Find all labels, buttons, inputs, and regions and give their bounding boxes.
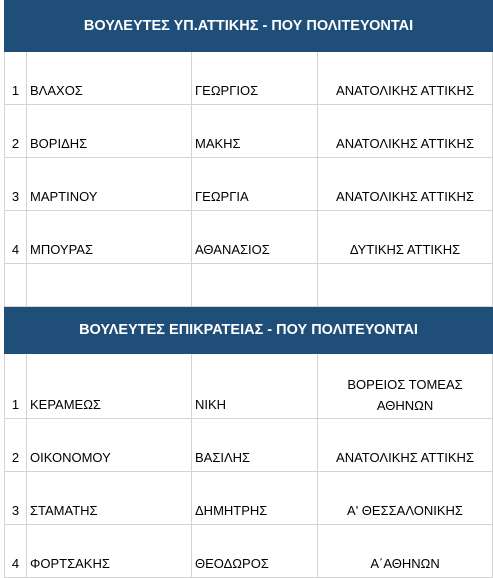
row-number[interactable]: 4 (5, 211, 27, 264)
district-cell[interactable]: ΑΝΑΤΟΛΙΚΗΣ ΑΤΤΙΚΗΣ (318, 52, 493, 105)
firstname-cell[interactable]: ΓΕΩΡΓΙΑ (192, 158, 318, 211)
row-number[interactable]: 1 (5, 354, 27, 419)
table-row (5, 105, 493, 158)
firstname-cell[interactable]: ΓΕΩΡΓΙΟΣ (192, 52, 318, 105)
section-header (5, 307, 493, 354)
surname-cell[interactable]: ΒΛΑΧΟΣ (27, 52, 192, 105)
row-number[interactable]: 3 (5, 158, 27, 211)
surname-cell[interactable]: ΦΟΡΤΣΑΚΗΣ (27, 525, 192, 578)
section-title[interactable]: ΒΟΥΛΕΥΤΕΣ ΥΠ.ΑΤΤΙΚΗΣ - ΠΟΥ ΠΟΛΙΤΕΥΟΝΤΑΙ (5, 1, 493, 52)
district-cell[interactable]: ΑΝΑΤΟΛΙΚΗΣ ΑΤΤΙΚΗΣ (318, 105, 493, 158)
district-cell[interactable]: ΑΝΑΤΟΛΙΚΗΣ ΑΤΤΙΚΗΣ (318, 419, 493, 472)
firstname-cell[interactable]: ΑΘΑΝΑΣΙΟΣ (192, 211, 318, 264)
table-row (5, 158, 493, 211)
surname-cell[interactable]: ΣΤΑΜΑΤΗΣ (27, 472, 192, 525)
district-cell[interactable]: Α΄ΑΘΗΝΩΝ (318, 525, 493, 578)
firstname-cell[interactable]: ΔΗΜΗΤΡΗΣ (192, 472, 318, 525)
section-title[interactable]: ΒΟΥΛΕΥΤΕΣ ΕΠΙΚΡΑΤΕΙΑΣ - ΠΟΥ ΠΟΛΙΤΕΥΟΝΤΑΙ (5, 307, 493, 354)
table-row (5, 525, 493, 578)
surname-cell[interactable]: ΜΠΟΥΡΑΣ (27, 211, 192, 264)
empty-cell[interactable] (318, 264, 493, 307)
district-cell[interactable]: ΒΟΡΕΙΟΣ ΤΟΜΕΑΣ ΑΘΗΝΩΝ (318, 354, 493, 419)
surname-cell[interactable]: ΚΕΡΑΜΕΩΣ (27, 354, 192, 419)
firstname-cell[interactable]: ΜΑΚΗΣ (192, 105, 318, 158)
empty-cell[interactable] (27, 264, 192, 307)
section-header (5, 1, 493, 52)
row-number[interactable]: 3 (5, 472, 27, 525)
surname-cell[interactable]: ΒΟΡΙΔΗΣ (27, 105, 192, 158)
row-number[interactable]: 4 (5, 525, 27, 578)
table-row (5, 354, 493, 419)
district-cell[interactable]: ΔΥΤΙΚΗΣ ΑΤΤΙΚΗΣ (318, 211, 493, 264)
empty-cell[interactable] (192, 264, 318, 307)
row-number[interactable]: 1 (5, 52, 27, 105)
table-row (5, 419, 493, 472)
surname-cell[interactable]: ΟΙΚΟΝΟΜΟΥ (27, 419, 192, 472)
table-row (5, 211, 493, 264)
district-cell[interactable]: Α' ΘΕΣΣΑΛΟΝΙΚΗΣ (318, 472, 493, 525)
row-number[interactable]: 2 (5, 105, 27, 158)
district-cell[interactable]: ΑΝΑΤΟΛΙΚΗΣ ΑΤΤΙΚΗΣ (318, 158, 493, 211)
firstname-cell[interactable]: ΒΑΣΙΛΗΣ (192, 419, 318, 472)
table-row (5, 52, 493, 105)
table-row (5, 472, 493, 525)
row-number[interactable]: 2 (5, 419, 27, 472)
firstname-cell[interactable]: ΘΕΟΔΩΡΟΣ (192, 525, 318, 578)
surname-cell[interactable]: ΜΑΡΤΙΝΟΥ (27, 158, 192, 211)
mps-table (4, 0, 493, 578)
empty-cell[interactable] (5, 264, 27, 307)
empty-row (5, 264, 493, 307)
firstname-cell[interactable]: ΝΙΚΗ (192, 354, 318, 419)
